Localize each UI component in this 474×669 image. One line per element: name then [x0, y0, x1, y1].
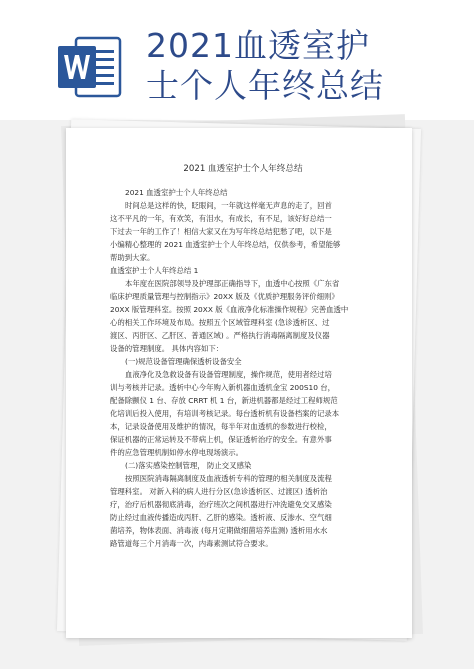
- text-line: 设备的管理制度。 具体内容如下：: [110, 344, 224, 353]
- text-line: 训与考核并记录。透析中心今年购入新机器血透机金宝 200S10 台，: [110, 383, 336, 392]
- text-line: 渡区、丙肝区、乙肝区、普通区域) 。严格执行消毒隔离制度及仪器: [110, 331, 330, 340]
- text-line: 本年度在医院部领导及护理部正确指导下，血透中心按照《广东省: [125, 279, 340, 288]
- text-line: 帮助到大家。: [110, 253, 155, 262]
- document-subtitle: 2021 血透室护士个人年终总结: [125, 188, 228, 197]
- word-document-icon: [58, 36, 122, 98]
- title-line-2: 士个人年终总结: [146, 66, 384, 105]
- text-line: 保证机器的正常运转及不带病上机，保证透析治疗的安全。有意外事: [110, 435, 332, 444]
- page-title: [146, 26, 466, 106]
- text-line: 路管道每三个月消毒一次，内毒素测试符合要求。: [110, 539, 273, 548]
- text-line: (一)规范设备管理确保透析设备安全: [125, 357, 242, 366]
- text-line: 疗，治疗后机器彻底消毒，治疗班次之间机器进行冲洗避免交叉感染: [110, 500, 332, 509]
- text-line: 本，记录设备使用及维护的情况，每半年对血透机的参数进行校检，: [110, 422, 332, 431]
- text-line: 管理科室。 对新入科的病人进行分区(急诊透析区、过渡区) 透析治: [110, 487, 328, 496]
- text-line: 血液净化及急救设备有设备管理制度，操作规范，使用者经过培: [125, 370, 332, 379]
- document-body: [110, 162, 376, 550]
- text-line: 心的相关工作环境及布局。按照五个区域管理科室 (急诊透析区、过: [110, 318, 330, 327]
- text-line: 这不平凡的一年，有欢笑，有泪水，有成长，有不足，该好好总结一: [110, 214, 332, 223]
- text-line: (二)落实感染控制管理， 防止交叉感染: [125, 461, 252, 470]
- text-line: 小编精心整理的 2021 血透室护士个人年终总结，仅供参考，希望能够: [110, 240, 341, 249]
- document-title: 2021 血透室护士个人年终总结: [183, 164, 303, 174]
- text-line: 临床护理质量管理与控制指示》20XX 版及《优质护理服务评价细则》: [110, 292, 339, 301]
- text-line: 化培训后投入使用，有培训考核记录。每台透析机有设备档案的记录本: [110, 409, 340, 418]
- text-line: 菌培养，物体表面、消毒液 (每月定期做细菌培养监测) 透析用水水: [110, 526, 328, 535]
- text-line: 时间总是这样的快，眨眼间，一年就这样毫无声息的走了，回首: [125, 201, 332, 210]
- text-line: 血透室护士个人年终总结 1: [110, 266, 199, 275]
- text-line: 下过去一年的工作了！相信大家又在为写年终总结犯愁了吧，以下是: [110, 227, 332, 236]
- header-banner: [0, 0, 474, 120]
- title-line-1: 2021血透室护: [146, 26, 370, 65]
- text-line: 按照医院消毒隔离制度及血液透析专科的管理的相关制度及流程: [125, 474, 332, 483]
- text-line: 件的应急管理机制如停水停电现场演示。: [110, 448, 244, 457]
- text-line: 20XX 版管理科室。按照 20XX 版《血液净化标准操作规程》完善血透中: [110, 305, 349, 314]
- text-line: 防止经过血液传播造成丙肝、乙肝的感染。透析液、反渗水、空气细: [110, 513, 332, 522]
- document-text: [110, 199, 376, 550]
- text-line: 配备除颤仪 1 台、存放 CRRT 机 1 台，新进机器都是经过工程师规范: [110, 396, 338, 405]
- document-page: [66, 128, 412, 638]
